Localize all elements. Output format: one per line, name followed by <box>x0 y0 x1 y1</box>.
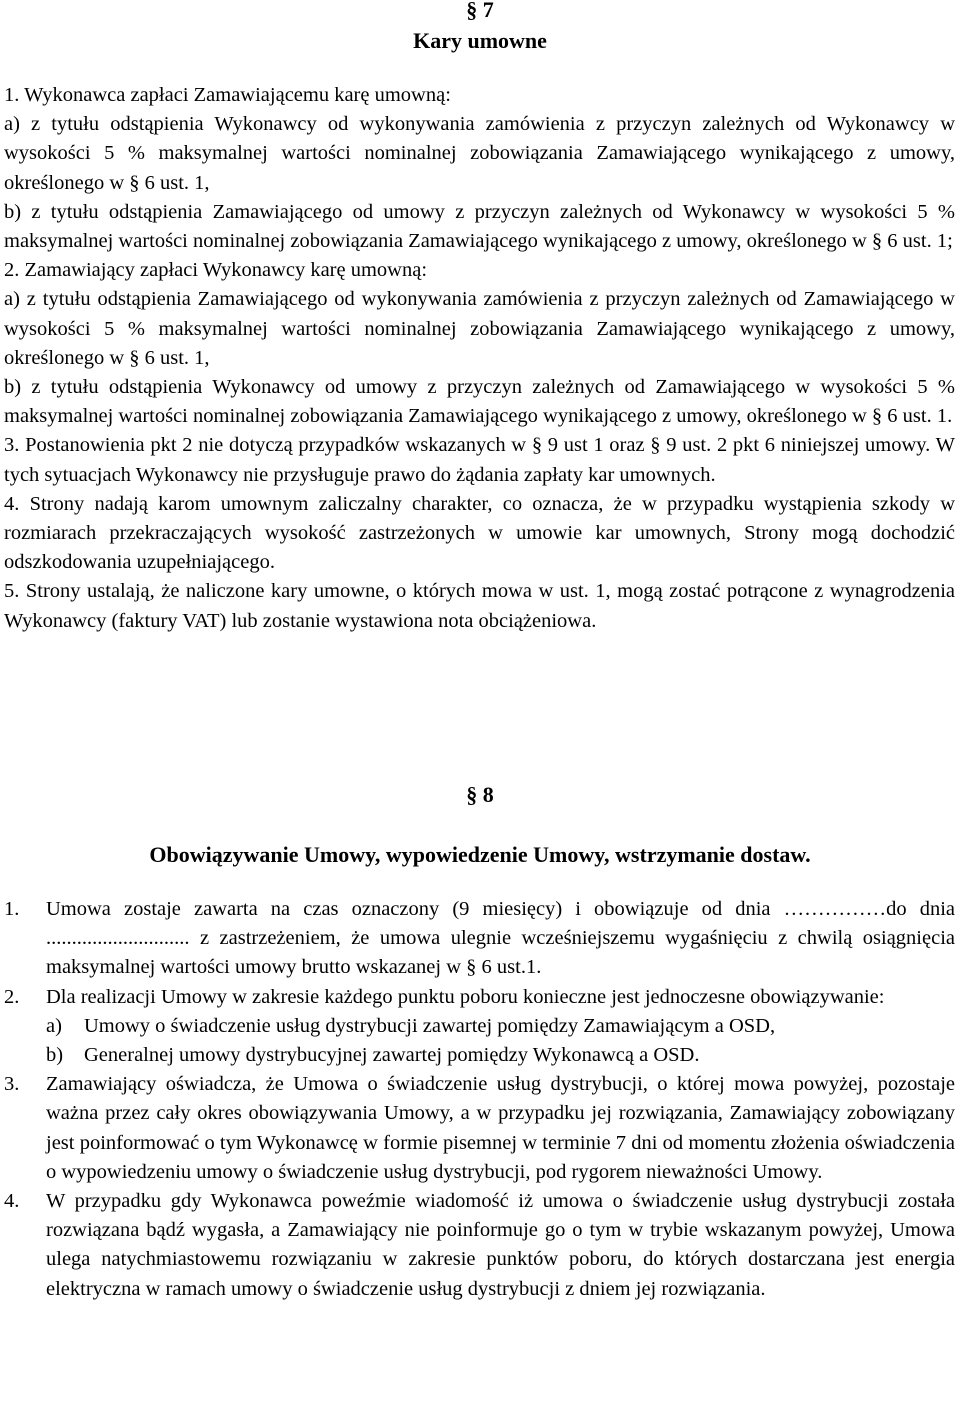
subitem-text: Generalnej umowy dystrybucyjnej zawartej pomiędzy Wykonawcą a OSD. <box>84 1044 700 1067</box>
paragraph: 2. Zamawiający zapłaci Wykonawcy karę umowną: <box>4 259 428 282</box>
item-number: 2. <box>4 985 20 1008</box>
paragraph: b) z tytułu odstąpienia Zamawiającego od umowy z przyczyn zależnych od Wykonawcy w wysokości 5 % maksymalnej wartości nominalnej zobowiązania Zamawiającego wynikającego z umowy, określonego w § 6 ust. 1; <box>4 200 955 253</box>
paragraph: 5. Strony ustalają, że naliczone kary umowne, o których mowa w ust. 1, mogą zostać potrącone z wynagrodzenia Wykonawcy (faktury VAT) lub zostanie wystawiona nota obciążeniowa. <box>4 580 955 632</box>
subitem-letter: b) <box>46 1044 64 1067</box>
sub-list-item <box>46 1012 955 1041</box>
paragraph: 1. Wykonawca zapłaci Zamawiającemu karę umowną: <box>4 84 451 106</box>
list-item <box>4 1070 955 1187</box>
paragraph: 3. Postanowienia pkt 2 nie dotyczą przypadków wskazanych w § 9 ust 1 oraz § 9 ust. 2 pkt 6 niniejszej umowy. W tych sytuacjach Wykonawcy nie przysługuje prawo do żądania zapłaty kar umownych. <box>4 434 955 486</box>
paragraph: a) z tytułu odstąpienia Zamawiającego od wykonywania zamówienia z przyczyn zależnych od Zamawiającego w wysokości 5 % maksymalnej wartości nominalnej zobowiązania Zamawiającego wynikającego z umowy, określonego w § 6 ust. 1, <box>4 288 955 369</box>
section-8-number: § 8 <box>466 782 494 807</box>
paragraph: 4. Strony nadają karom umownym zaliczalny charakter, co oznacza, że w przypadku wystąpienia szkody w rozmiarach przekraczających wysokość zastrzeżonych w umowie kar umownych, Strony mogą dochodzić odszkodowania uzupełniającego. <box>4 492 955 574</box>
item-text: Zamawiający oświadcza, że Umowa o świadczenie usług dystrybucji, o której mowa powyżej, pozostaje ważna przez cały okres obowiązywania Umowy, a w przypadku jej rozwiązania, Zamawiający zobowiązany jest poinformować o tym Wykonawcę w formie pisemnej w terminie 7 dni od momentu złożenia oświadczenia o wypowiedzeniu umowy o świadczenie usług dystrybucji, pod rygorem nieważności Umowy. <box>46 1073 955 1183</box>
section-7-title: Kary umowne <box>413 28 547 53</box>
list-item <box>4 895 955 983</box>
item-number: 1. <box>4 898 20 920</box>
paragraph: a) z tytułu odstąpienia Wykonawcy od wykonywania zamówienia z przyczyn zależnych od Wykonawcy w wysokości 5 % maksymalnej wartości nominalnej zobowiązania Zamawiającego wynikającego z umowy, określonego w § 6 ust. 1, <box>4 113 955 194</box>
section-8-body <box>4 895 955 1304</box>
list-item <box>4 983 955 1071</box>
section-8-title: Obowiązywanie Umowy, wypowiedzenie Umowy, wstrzymanie dostaw. <box>149 842 811 867</box>
subitem-text: Umowy o świadczenie usług dystrybucji zawartej pomiędzy Zamawiającym a OSD, <box>84 1014 776 1037</box>
item-number: 3. <box>4 1073 20 1096</box>
sub-list-item <box>46 1041 955 1070</box>
section-7-number: § 7 <box>466 0 494 22</box>
item-number: 4. <box>4 1190 20 1213</box>
subitem-letter: a) <box>46 1014 62 1037</box>
item-text: Dla realizacji Umowy w zakresie każdego punktu poboru konieczne jest jednoczesne obowiązywanie: <box>46 985 885 1008</box>
list-item <box>4 1187 955 1304</box>
item-text: Umowa zostaje zawarta na czas oznaczony (9 miesięcy) i obowiązuje od dnia ……………do dnia ............................ z zastrzeżeniem, że umowa ulegnie wcześniejszemu wygaśnięciu z chwilą osiągnięcia maksymalnej wartości umowy brutto wskazanej w § 6 ust.1. <box>46 898 955 979</box>
item-text: W przypadku gdy Wykonawca poweźmie wiadomość iż umowa o świadczenie usług dystrybucji została rozwiązana bądź wygasła, a Zamawiający nie poinformuje go o tym w trybie wskazanym powyżej, Umowa ulega natychmiastowemu rozwiązaniu w zakresie punktów poboru, do których dostarczana jest energia elektryczna w ramach umowy o świadczenie usług dystrybucji z dniem jej rozwiązania. <box>46 1190 955 1300</box>
section-7-body <box>4 81 955 636</box>
paragraph: b) z tytułu odstąpienia Wykonawcy od umowy z przyczyn zależnych od Zamawiającego w wysokości 5 % maksymalnej wartości nominalnej zobowiązania Zamawiającego wynikającego z umowy, określonego w § 6 ust. 1. <box>4 376 955 428</box>
